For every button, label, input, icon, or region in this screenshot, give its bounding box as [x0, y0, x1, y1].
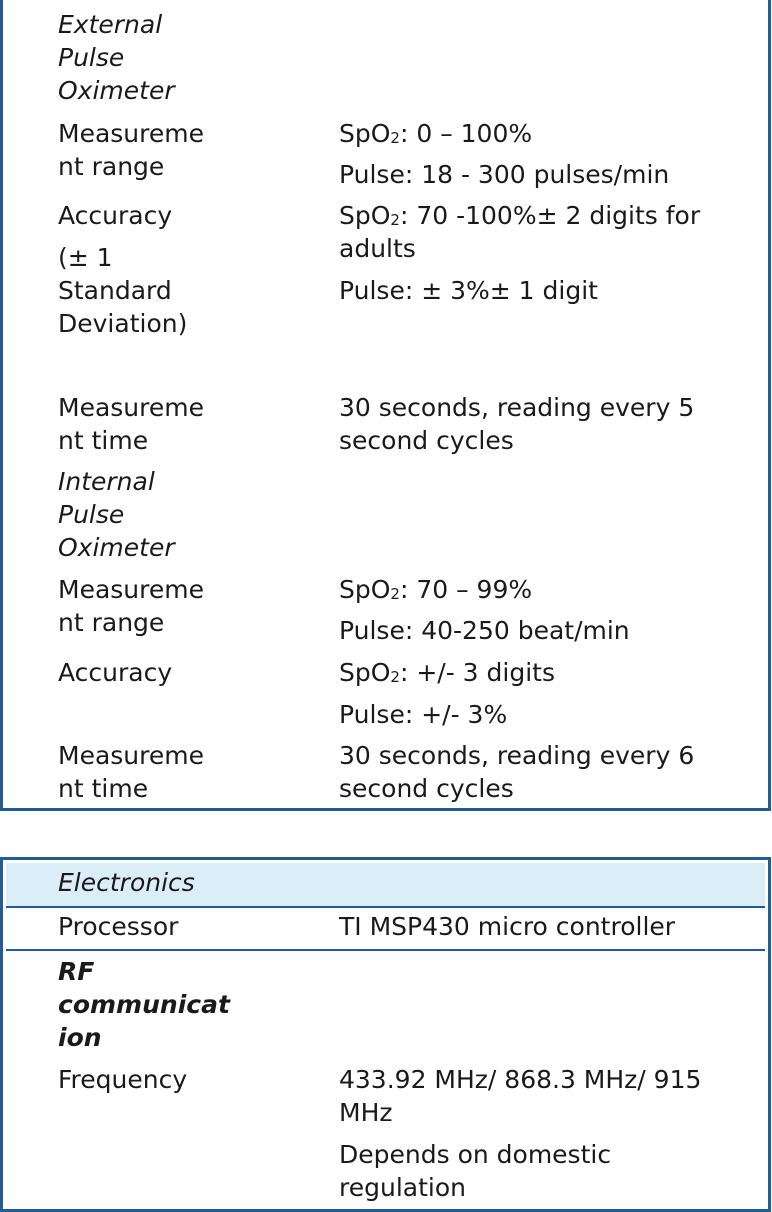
int-time-value: 30 seconds, reading every 6 second cycles — [339, 741, 695, 803]
ext-spo2-range: SpO$_2$: 0 – 100% — [339, 119, 533, 148]
int-pulse-accuracy: Pulse: +/- 3% — [339, 700, 508, 729]
ext-range-label: Measureme nt range — [58, 119, 204, 181]
row-divider — [6, 949, 765, 951]
ext-accuracy-sublabel: (± 1 Standard Deviation) — [58, 243, 188, 338]
ext-pulse-range: Pulse: 18 - 300 pulses/min — [339, 160, 670, 189]
int-pulse-range: Pulse: 40-250 beat/min — [339, 616, 630, 645]
ext-time-label: Measureme nt time — [58, 393, 204, 455]
internal-oximeter-heading: Internal Pulse Oximeter — [58, 467, 175, 562]
frequency-value: 433.92 MHz/ 868.3 MHz/ 915 MHz — [339, 1065, 702, 1127]
ext-pulse-accuracy: Pulse: ± 3%± 1 digit — [339, 276, 598, 305]
frequency-note: Depends on domestic regulation — [339, 1140, 612, 1202]
int-time-label: Measureme nt time — [58, 741, 204, 803]
int-accuracy-label: Accuracy — [58, 658, 173, 687]
ext-spo2-accuracy: SpO$_2$: 70 -100%± 2 digits for adults — [339, 201, 701, 263]
rf-communication-heading: RF communicat ion — [58, 957, 230, 1052]
ext-accuracy-label: Accuracy — [58, 201, 173, 230]
frequency-label: Frequency — [58, 1065, 188, 1094]
int-spo2-accuracy: SpO$_2$: +/- 3 digits — [339, 658, 555, 687]
electronics-heading: Electronics — [58, 868, 195, 897]
external-oximeter-heading: External Pulse Oximeter — [58, 10, 175, 105]
int-spo2-range: SpO$_2$: 70 – 99% — [339, 575, 533, 604]
int-range-label: Measureme nt range — [58, 575, 204, 637]
processor-label: Processor — [58, 912, 179, 941]
processor-value: TI MSP430 micro controller — [339, 912, 676, 941]
ext-time-value: 30 seconds, reading every 5 second cycles — [339, 393, 695, 455]
